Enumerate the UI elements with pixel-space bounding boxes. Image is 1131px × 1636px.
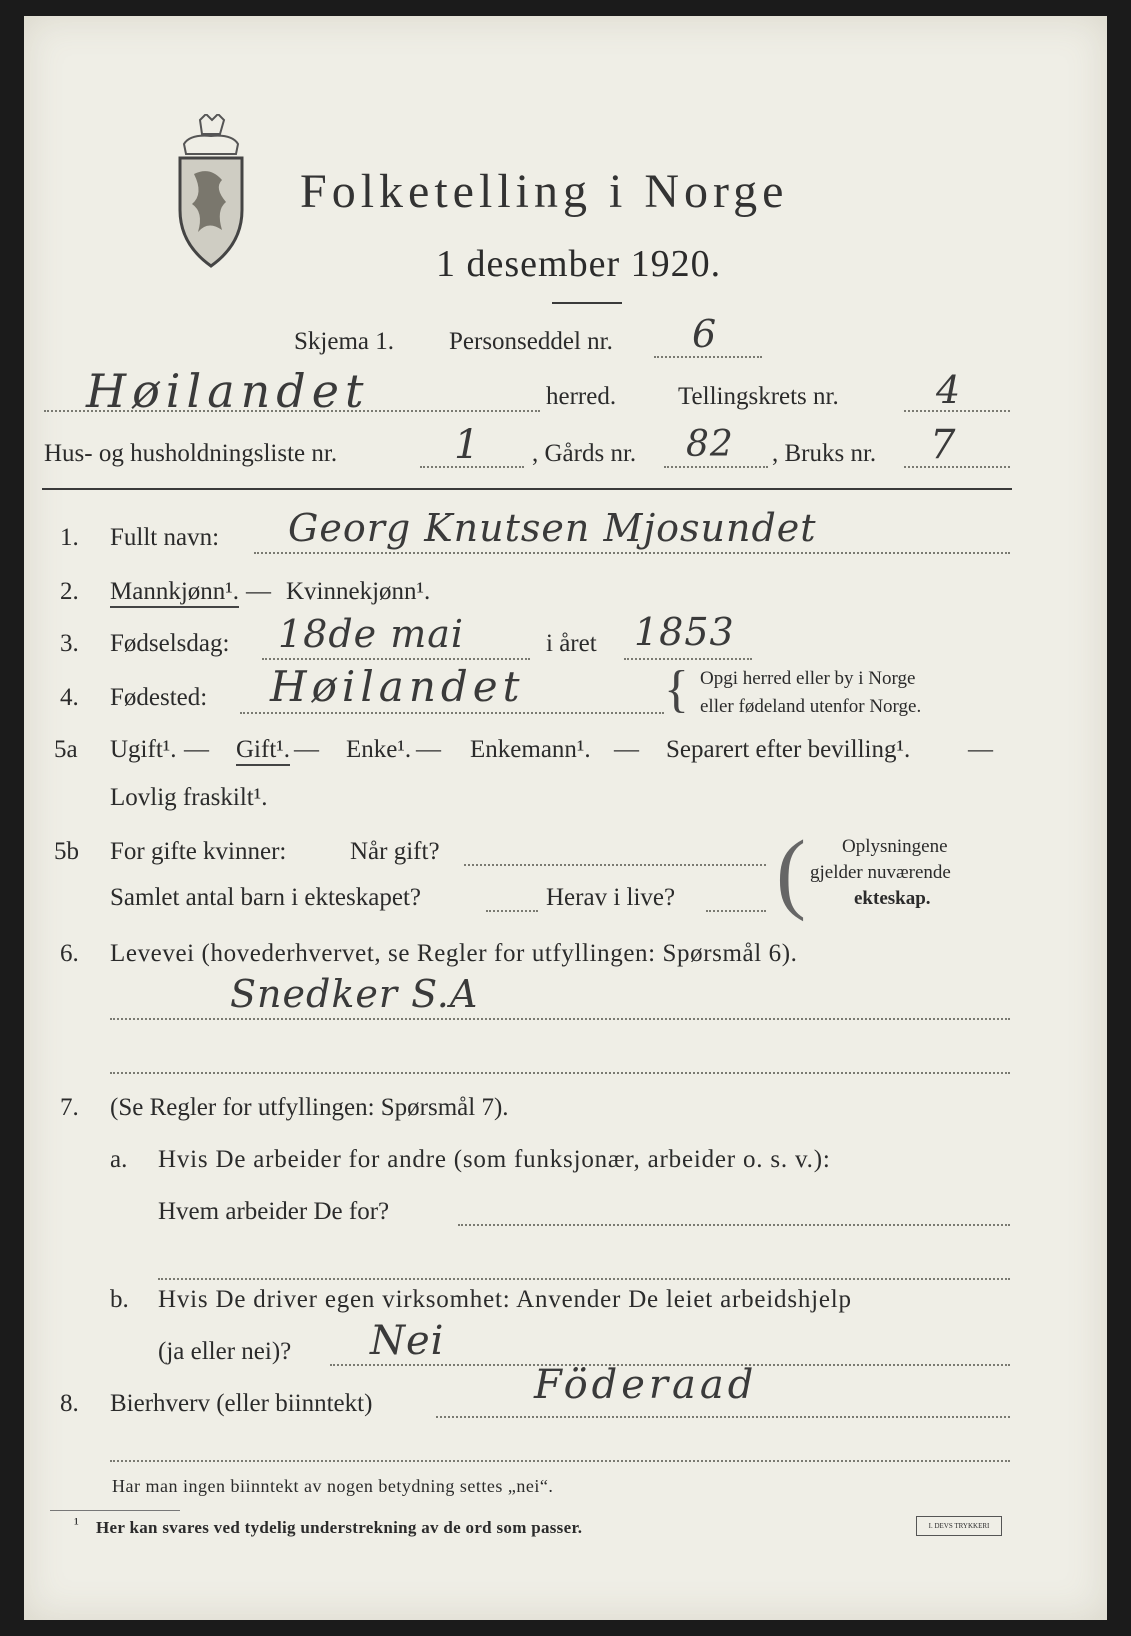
q5b-herav: Herav i live? xyxy=(546,884,676,911)
q1-number: 1. xyxy=(60,524,79,551)
q5b-note-line1: Oplysningene xyxy=(842,836,948,857)
q5a-dash-3: — xyxy=(416,736,441,763)
footnote-text: Her kan svares ved tydelig understrekning av de ord som passer. xyxy=(96,1518,583,1537)
q2-number: 2. xyxy=(60,578,79,605)
q7b-ja-eller-nei: (ja eller nei)? xyxy=(158,1338,292,1365)
footer-note: Har man ingen biinntekt av nogen betydning settes „nei“. xyxy=(112,1476,554,1496)
q5a-enkemann: Enkemann¹. xyxy=(470,736,591,763)
q5a-dash-4: — xyxy=(614,736,639,763)
q5a-separert: Separert efter bevilling¹. xyxy=(666,736,911,763)
q3-value: 18de mai xyxy=(278,612,465,656)
q5a-enke: Enke¹. xyxy=(346,736,412,763)
coat-of-arms-icon xyxy=(170,114,252,272)
q8-label: Bierhverv (eller biinntekt) xyxy=(110,1390,373,1417)
footnote-rule xyxy=(50,1510,180,1511)
q7b-value: Nei xyxy=(370,1318,445,1364)
q1-label: Fullt navn: xyxy=(110,524,220,551)
personseddel-line xyxy=(654,356,762,358)
husliste-label: Hus- og husholdningsliste nr. xyxy=(44,440,338,467)
q5b-naar-gift: Når gift? xyxy=(350,838,440,865)
q5a-gift: Gift¹. xyxy=(236,736,290,766)
q5b-note-line3: ekteskap. xyxy=(854,888,931,909)
herred-label: herred. xyxy=(546,383,617,410)
title-divider xyxy=(552,302,622,304)
tellingskrets-label: Tellingskrets nr. xyxy=(678,383,839,410)
q5b-label: For gifte kvinner: xyxy=(110,838,287,865)
q8-line xyxy=(436,1416,1010,1418)
bruks-line xyxy=(904,466,1010,468)
q4-label: Fødested: xyxy=(110,684,208,711)
q7a-line-2 xyxy=(158,1278,1010,1280)
personseddel-value: 6 xyxy=(692,312,718,356)
q6-label: Levevei (hovederhvervet, se Regler for utfyllingen: Spørsmål 6). xyxy=(110,940,798,967)
bruks-label: , Bruks nr. xyxy=(772,440,877,467)
q5b-number: 5b xyxy=(54,838,79,865)
printer-stamp xyxy=(916,1516,1002,1536)
q4-note-line2: eller fødeland utenfor Norge. xyxy=(700,696,922,717)
q5b-antal-line xyxy=(486,910,538,912)
census-form xyxy=(24,16,1107,1620)
q5a-dash-1: — xyxy=(184,736,209,763)
q3-line xyxy=(262,658,530,660)
q5b-antal-barn: Samlet antal barn i ekteskapet? xyxy=(110,884,421,911)
q3-year-line xyxy=(624,658,752,660)
herred-value: Høilandet xyxy=(86,364,370,418)
q7a-label: Hvis De arbeider for andre (som funksjonær, arbeider o. s. v.): xyxy=(158,1146,831,1173)
q4-note-brace: { xyxy=(664,661,689,718)
q4-note-line1: Opgi herred eller by i Norge xyxy=(700,668,916,689)
q5a-fraskilt: Lovlig fraskilt¹. xyxy=(110,784,268,811)
q5b-note-brace: ( xyxy=(776,823,806,922)
q5b-note-line2: gjelder nuværende xyxy=(810,862,951,883)
q8-number: 8. xyxy=(60,1390,79,1417)
q7-label: (Se Regler for utfyllingen: Spørsmål 7). xyxy=(110,1094,509,1121)
q8-value: Föderaad xyxy=(534,1362,758,1408)
q4-number: 4. xyxy=(60,684,79,711)
q3-number: 3. xyxy=(60,630,79,657)
printer-name: I. DEVS TRYKKERI xyxy=(928,1522,990,1530)
census-date: 1 desember 1920. xyxy=(436,243,722,285)
q3-year-label: i året xyxy=(546,630,597,657)
gards-line xyxy=(664,466,768,468)
q5a-ugift: Ugift¹. xyxy=(110,736,177,763)
q5a-dash-2: — xyxy=(294,736,319,763)
q5b-naar-line xyxy=(464,864,766,866)
q1-value: Georg Knutsen Mjosundet xyxy=(288,506,817,550)
q5b-herav-line xyxy=(706,910,766,912)
q6-line-1 xyxy=(110,1018,1010,1020)
q8-line-2 xyxy=(110,1460,1010,1462)
q7-number: 7. xyxy=(60,1094,79,1121)
footnote-mark: ¹ xyxy=(74,1516,79,1533)
q3-label: Fødselsdag: xyxy=(110,630,230,657)
q6-number: 6. xyxy=(60,940,79,967)
q4-line xyxy=(240,712,664,714)
q6-line-2 xyxy=(110,1072,1010,1074)
header-separator xyxy=(42,488,1012,490)
q5a-dash-5: — xyxy=(968,736,993,763)
gards-value: 82 xyxy=(686,424,734,465)
husliste-value: 1 xyxy=(454,422,481,468)
q2-kvinnekjonn: Kvinnekjønn¹. xyxy=(286,578,431,605)
q4-value: Høilandet xyxy=(270,662,525,711)
q5a-number: 5a xyxy=(54,736,78,763)
personseddel-label: Personseddel nr. xyxy=(449,328,613,355)
q2-separator: — xyxy=(246,578,271,605)
q7a-hvem-line xyxy=(458,1224,1010,1226)
bruks-value: 7 xyxy=(930,422,957,468)
q7b-letter: b. xyxy=(110,1286,129,1313)
q3-year-value: 1853 xyxy=(634,610,735,654)
q7a-hvem: Hvem arbeider De for? xyxy=(158,1198,390,1225)
q1-line xyxy=(254,552,1010,554)
q7a-letter: a. xyxy=(110,1146,128,1173)
gards-label: , Gårds nr. xyxy=(532,440,637,467)
q6-value: Snedker S.A xyxy=(230,972,479,1016)
form-title: Folketelling i Norge xyxy=(300,165,789,218)
herred-line xyxy=(44,410,540,412)
tellingskrets-value: 4 xyxy=(936,368,962,412)
q2-mannkjonn: Mannkjønn¹. xyxy=(110,578,239,608)
q7b-label: Hvis De driver egen virksomhet: Anvender De leiet arbeidshjelp xyxy=(158,1286,852,1313)
skjema-label: Skjema 1. xyxy=(294,328,394,355)
